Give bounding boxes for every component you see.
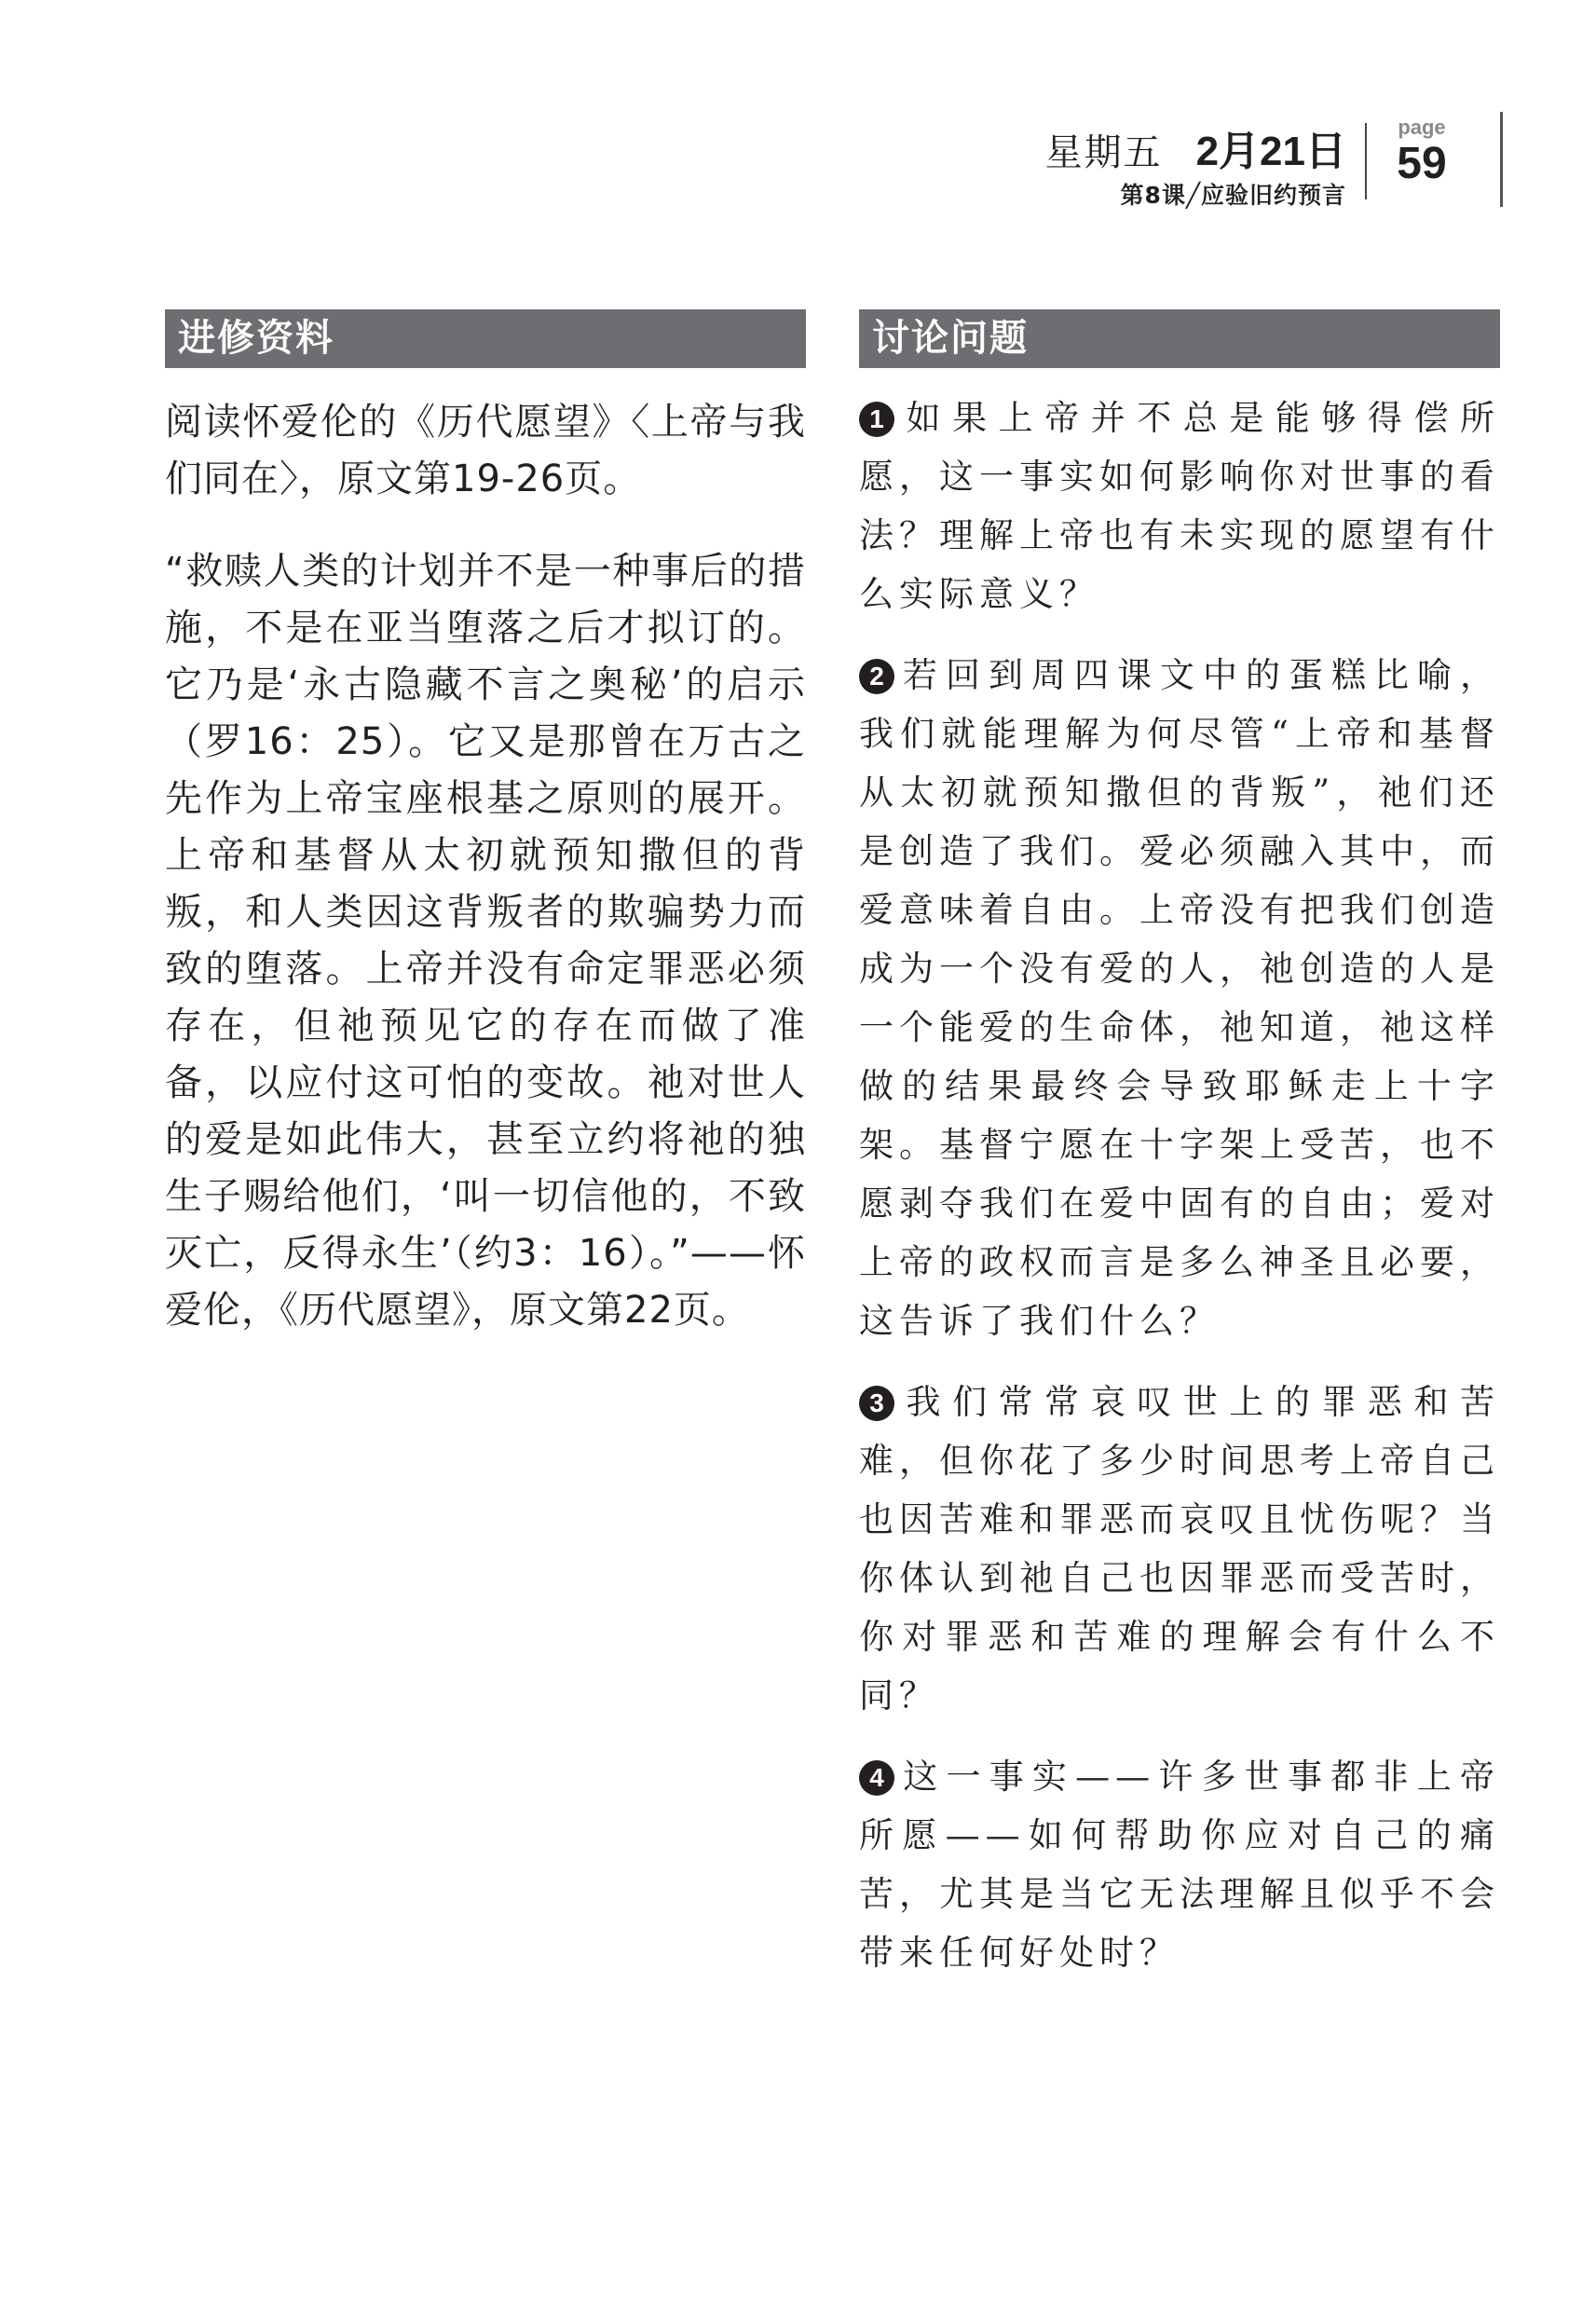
question-text: 我们常常哀叹世上的罪恶和苦难，但你花了多少时间思考上帝自己也因苦难和罪恶而哀叹且忧伤呢？当你体认到祂自己也因罪恶而受苦时，你对罪恶和苦难的理解会有什么不同？ [859,1382,1500,1716]
discussion-question-2 [859,646,1500,1350]
discussion-title: 讨论问题 [859,309,1500,368]
header-edge-rule [1500,112,1503,207]
further-study-column [165,309,806,1339]
discussion-question-4 [859,1747,1500,1982]
discussion-question-1 [859,389,1500,623]
header-day: 星期五 [1044,131,1163,174]
question-text: 若回到周四课文中的蛋糕比喻，我们就能理解为何尽管“上帝和基督从太初就预知撒但的背叛”，祂们还是创造了我们。爱必须融入其中，而爱意味着自由。上帝没有把我们创造成为一个没有爱的人，祂创造的人是一个能爱的生命体，祂知道，祂这样做的结果最终会导致耶稣走上十字架。基督宁愿在十字架上受苦，也不愿剥夺我们在爱中固有的自由；爱对上帝的政权而言是多么神圣且必要，这告诉了我们什么？ [859,655,1500,1341]
discussion-column [859,309,1500,1982]
header-date-block [1045,117,1346,211]
question-number-badge: 4 [859,1760,894,1796]
question-text: 这一事实——许多世事都非上帝所愿——如何帮助你应对自己的痛苦，尤其是当它无法理解且似乎不会带来任何好处时？ [859,1757,1500,1973]
header-page-block [1385,116,1459,189]
further-study-title: 进修资料 [165,309,806,368]
header-lesson: 第8课╱应验旧约预言 [1120,182,1346,209]
page-label: page [1398,116,1446,139]
question-text: 如果上帝并不总是能够得偿所愿，这一事实如何影响你对世事的看法？理解上帝也有未实现的愿望有什么实际意义？ [859,398,1500,614]
question-number-badge: 2 [859,659,894,694]
further-study-paragraph-2: “救赎人类的计划并不是一种事后的措施，不是在亚当堕落之后才拟订的。它乃是‘永古隐藏不言之奥秘’的启示（罗16：25）。它又是那曾在万古之先作为上帝宝座根基之原则的展开。上帝和基督从太初就预知撒但的背叛，和人类因这背叛者的欺骗势力而致的堕落。上帝并没有命定罪恶必须存在，但祂预见它的存在而做了准备，以应付这可怕的变故。祂对世人的爱是如此伟大，甚至立约将祂的独生子赐给他们，‘叫一切信他的，不致灭亡，反得永生’（约3：16）。”——怀爱伦，《历代愿望》，原文第22页。 [165,550,806,1332]
header-separator [1365,123,1367,199]
question-number-badge: 3 [859,1386,894,1421]
question-number-badge: 1 [859,402,894,437]
discussion-question-3 [859,1373,1500,1725]
further-study-paragraph-1: 阅读怀爱伦的《历代愿望》〈上帝与我们同在〉，原文第19-26页。 [165,401,806,500]
page-number: 59 [1397,139,1447,188]
header-date: 2月21日 [1195,129,1346,174]
